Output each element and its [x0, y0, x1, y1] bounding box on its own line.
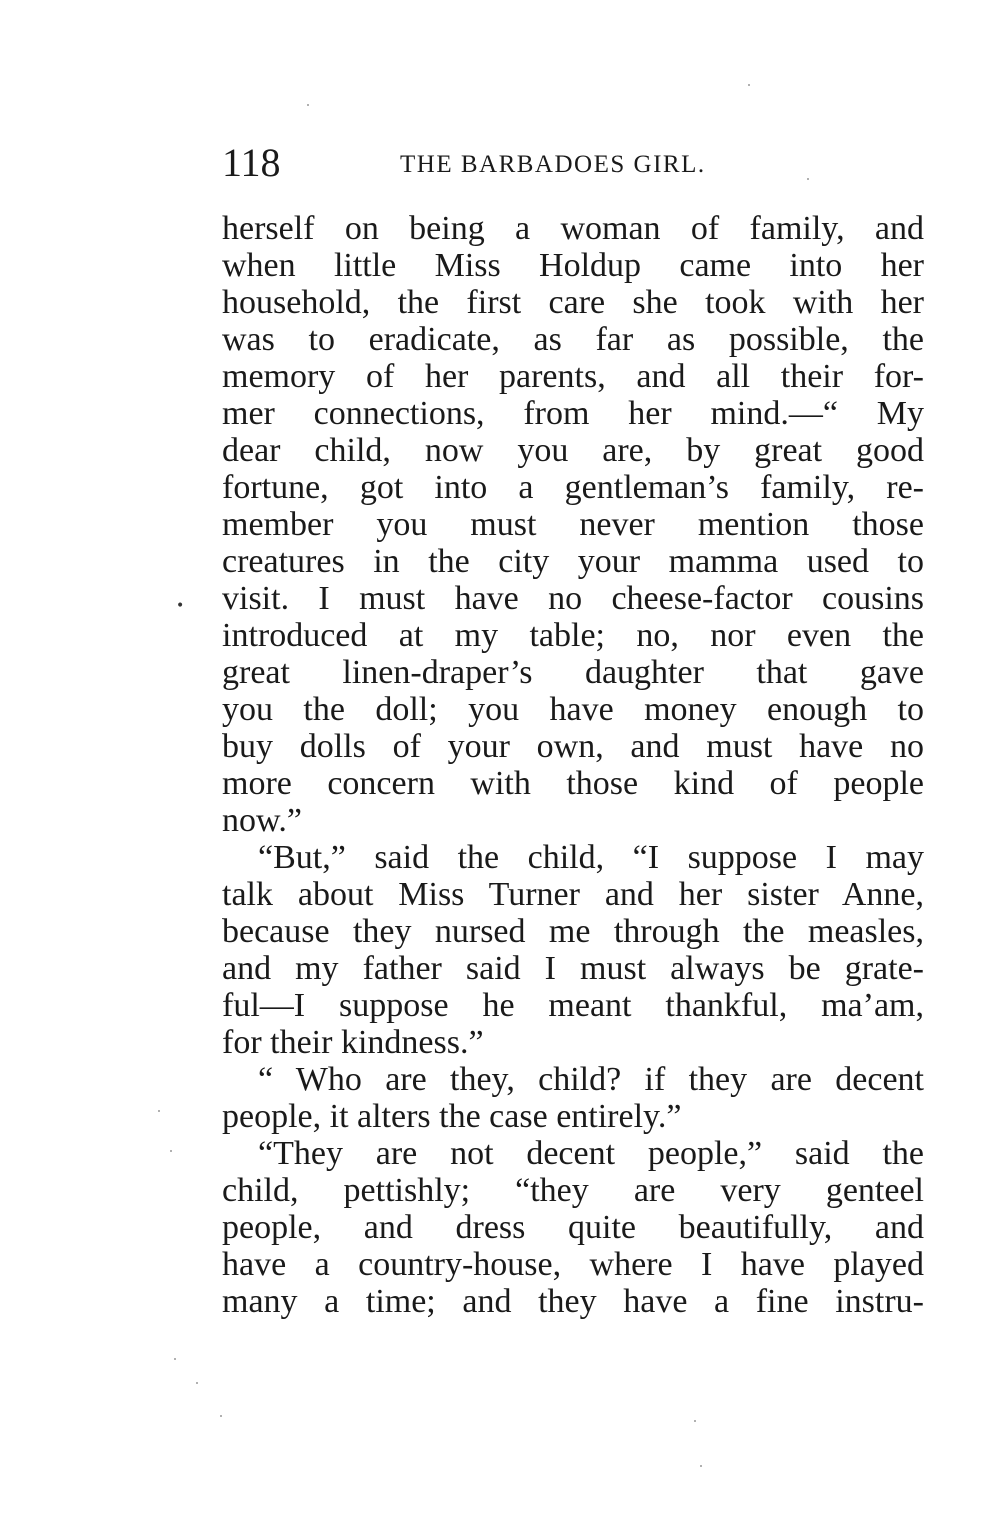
text-line: for their kindness.”: [222, 1024, 484, 1061]
text-line: memory of her parents, and all their for-: [222, 358, 924, 395]
text-line: fortune, got into a gentleman’s family, re-: [222, 469, 924, 506]
scan-speck: [748, 84, 750, 86]
text-line: talk about Miss Turner and her sister Anne,: [222, 876, 924, 913]
margin-mark: •: [176, 598, 185, 614]
scan-speck: [220, 1415, 222, 1417]
text-line: more concern with those kind of people: [222, 765, 924, 802]
text-line: and my father said I must always be grate-: [222, 950, 924, 987]
scan-speck: [158, 1110, 160, 1112]
text-line: child, pettishly; “they are very genteel: [222, 1172, 924, 1209]
text-line: visit. I must have no cheese-factor cousins: [222, 580, 924, 617]
running-head: THE BARBADOES GIRL.: [400, 151, 706, 178]
text-line: many a time; and they have a fine instru-: [222, 1283, 924, 1320]
scan-speck: [174, 1358, 176, 1360]
scan-speck: [700, 1465, 702, 1467]
text-line: household, the first care she took with her: [222, 284, 924, 321]
body-text: [222, 210, 924, 1320]
scan-speck: [170, 1150, 172, 1152]
text-line: “ Who are they, child? if they are decent: [258, 1061, 924, 1098]
text-line: people, it alters the case entirely.”: [222, 1098, 682, 1135]
text-line: was to eradicate, as far as possible, the: [222, 321, 924, 358]
text-line: because they nursed me through the measles,: [222, 913, 924, 950]
page-number: 118: [222, 140, 281, 185]
text-line: member you must never mention those: [222, 506, 924, 543]
text-line: introduced at my table; no, nor even the: [222, 617, 924, 654]
text-line: ful—I suppose he meant thankful, ma’am,: [222, 987, 924, 1024]
text-line: you the doll; you have money enough to: [222, 691, 924, 728]
scan-speck: [307, 104, 309, 106]
text-line: herself on being a woman of family, and: [222, 210, 924, 247]
text-line: mer connections, from her mind.—“ My: [222, 395, 924, 432]
text-line: now.”: [222, 802, 302, 839]
text-line: people, and dress quite beautifully, and: [222, 1209, 924, 1246]
text-line: “They are not decent people,” said the: [258, 1135, 924, 1172]
text-line: buy dolls of your own, and must have no: [222, 728, 924, 765]
scan-speck: [196, 1382, 198, 1384]
text-line: great linen-draper’s daughter that gave: [222, 654, 924, 691]
text-line: have a country-house, where I have played: [222, 1246, 924, 1283]
text-line: when little Miss Holdup came into her: [222, 247, 924, 284]
scan-speck: [807, 178, 809, 180]
text-line: creatures in the city your mamma used to: [222, 543, 924, 580]
scan-speck: [694, 1420, 696, 1422]
text-line: “But,” said the child, “I suppose I may: [258, 839, 924, 876]
text-line: dear child, now you are, by great good: [222, 432, 924, 469]
page-header: [222, 140, 922, 190]
